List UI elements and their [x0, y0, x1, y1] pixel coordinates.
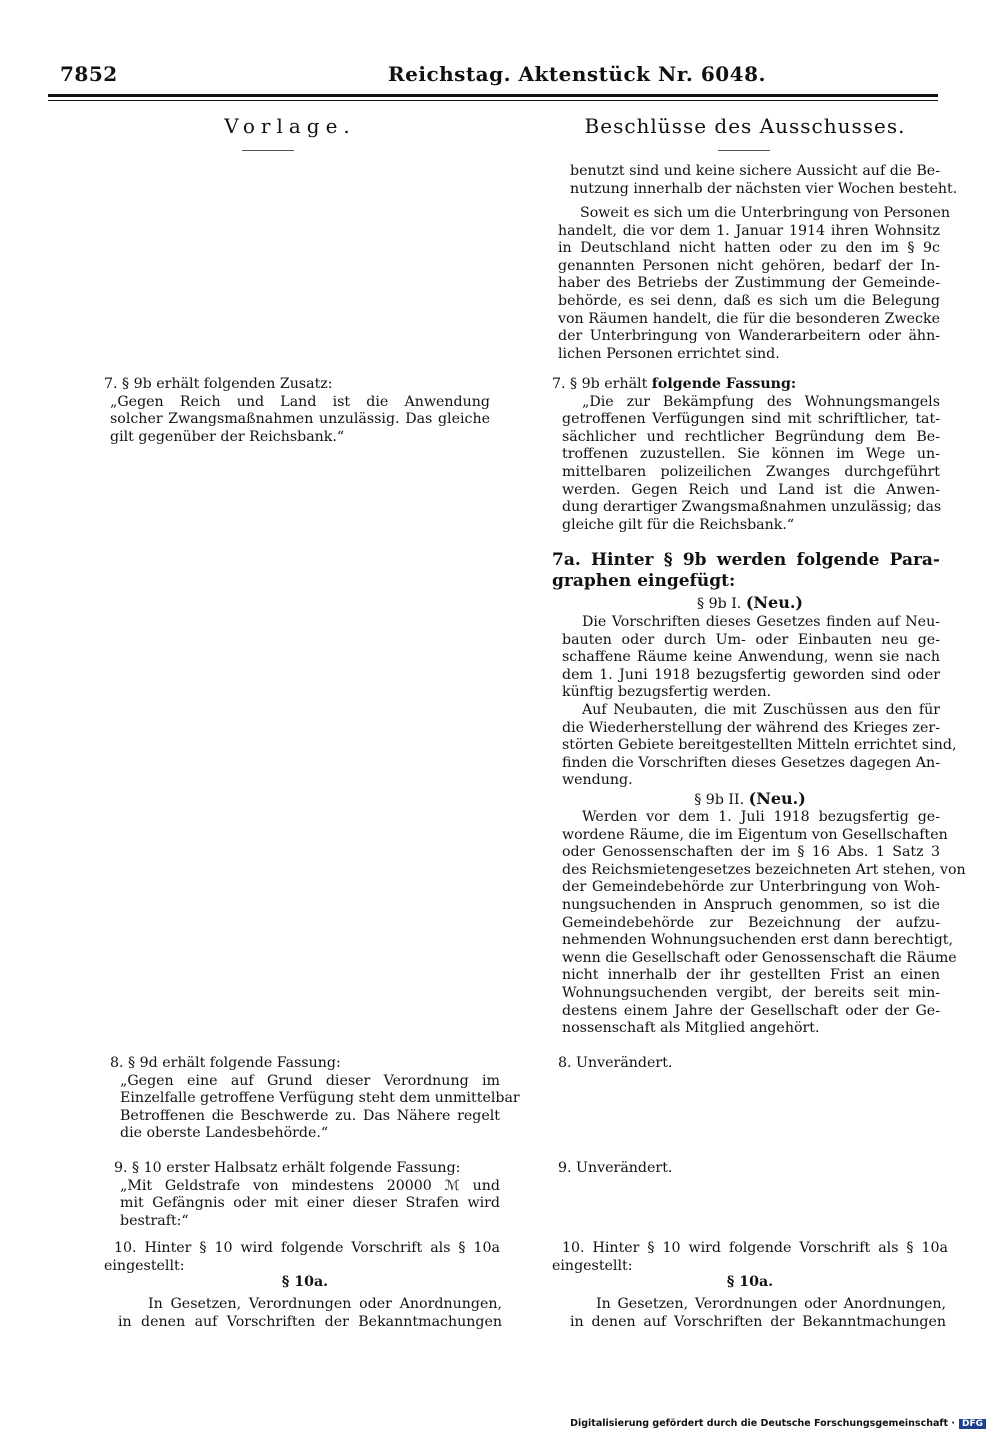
text-line: der Unterbringung von Wanderarbeitern oder ähn- [558, 328, 940, 345]
text-line: nungsuchenden in Anspruch genommen, so ist die [562, 896, 940, 913]
text-line: genannten Personen nicht gehören, bedarf der In- [558, 257, 940, 274]
right-section-10a: § 10a. [726, 1274, 774, 1290]
text-line: störten Gebiete bereitgestellten Mitteln errichtet sind, [562, 737, 957, 754]
text-line: „Die zur Bekämpfung des Wohnungsmangels [582, 393, 940, 410]
item-7-prefix: 7. § 9b erhält [552, 376, 648, 392]
right-title-rule [718, 150, 770, 151]
text-line: eingestellt: [552, 1257, 633, 1274]
text-line: die Wiederherstellung der während des Krieges zer- [562, 719, 940, 736]
text-line: nehmenden Wohnungsuchenden erst dann berechtigt, [562, 932, 954, 949]
text-line: Werden vor dem 1. Juli 1918 bezugsfertig ge- [582, 809, 940, 825]
new-marker: (Neu.) [745, 593, 803, 612]
text-line: künftig bezugsfertig werden. [562, 684, 772, 701]
text-line: Gemeindebehörde zur Bezeichnung der aufzu- [562, 914, 940, 931]
text-line: lichen Personen errichtet sind. [558, 345, 780, 362]
text-line: werden. Gegen Reich und Land ist die Anwen- [562, 481, 940, 498]
left-item-8 [110, 1055, 520, 1143]
right-item-7a [552, 550, 940, 592]
text-line: eingestellt: [104, 1257, 185, 1274]
text-line: in denen auf Vorschriften der Bekanntmachungen [118, 1313, 502, 1330]
right-item-10 [552, 1240, 948, 1275]
text-line: Einzelfalle getroffene Verfügung steht dem unmittelbar [120, 1090, 520, 1107]
text-line: bestraft:“ [120, 1212, 189, 1229]
text-line: troffenen zuzustellen. Sie können im Wege un- [562, 446, 940, 463]
text-line: von Räumen handelt, die für die besonderen Zwecke [558, 310, 940, 327]
text-line: getroffenen Verfügungen sind mit schriftlicher, tat- [562, 411, 940, 428]
text-line: 10. Hinter § 10 wird folgende Vorschrift als § 10a [562, 1240, 948, 1256]
text-line: Soweit es sich um die Unterbringung von Personen [580, 205, 951, 221]
left-section-10a: § 10a. [281, 1274, 329, 1290]
text-line: 8. § 9d erhält folgende Fassung: [110, 1055, 341, 1071]
text-line: Wohnungsuchenden vergibt, der bereits seit min- [562, 984, 940, 1001]
text-line: wordene Räume, die im Eigentum von Gesellschaften [562, 826, 948, 843]
left-title-rule [242, 150, 294, 151]
right-item-7 [552, 376, 940, 534]
section-title: § 9b I. [696, 596, 742, 612]
text-line: „Gegen eine auf Grund dieser Verordnung im [120, 1072, 500, 1089]
text-line: „Mit Geldstrafe von mindestens 20000 ℳ und [120, 1177, 500, 1194]
left-section-10a-text [118, 1296, 502, 1331]
text-line: haber des Betriebs der Zustimmung der Gemeinde- [558, 275, 940, 292]
item-7-heading [552, 376, 940, 394]
text-line: die oberste Landesbehörde.“ [120, 1125, 329, 1142]
text-line: gleiche gilt für die Reichsbank.“ [562, 516, 795, 533]
text-line: 7. § 9b erhält folgenden Zusatz: [104, 376, 333, 392]
text-line: In Gesetzen, Verordnungen oder Anordnungen, [148, 1296, 502, 1312]
running-title: Reichstag. Aktenstück Nr. 6048. [388, 62, 766, 86]
page-number: 7852 [60, 62, 118, 86]
text-line: bauten oder durch Um- oder Einbauten neu ge- [562, 631, 940, 648]
new-marker: (Neu.) [748, 789, 806, 808]
section-9b-ii-text [562, 809, 966, 1038]
text-line: nutzung innerhalb der nächsten vier Wochen besteht. [570, 180, 958, 197]
text-line: „Gegen Reich und Land ist die Anwendung [110, 393, 490, 410]
text-line: mittelbaren polizeilichen Zwanges durchgeführt [562, 463, 940, 480]
text-line: benutzt sind und keine sichere Aussicht auf die Be- [570, 163, 940, 179]
right-item-9: 9. Unverändert. [558, 1160, 673, 1176]
text-line: dem 1. Juni 1918 bezugsfertig geworden sind oder [562, 666, 940, 683]
left-column-title: Vorlage. [224, 114, 356, 138]
text-line: In Gesetzen, Verordnungen oder Anordnungen, [596, 1296, 946, 1312]
text-line: finden die Vorschriften dieses Gesetzes dagegen An- [562, 754, 940, 771]
right-item-8: 8. Unverändert. [558, 1055, 673, 1071]
page-header [48, 58, 938, 97]
left-item-10 [104, 1240, 500, 1275]
text-line: Die Vorschriften dieses Gesetzes finden auf Neu- [582, 614, 940, 630]
section-title: § 9b II. [694, 792, 745, 808]
text-line: dung derartiger Zwangsmaßnahmen unzulässig; das [562, 499, 942, 516]
item-7-bold: folgende Fassung: [651, 376, 797, 392]
text-line: der Gemeindebehörde zur Unterbringung von Woh- [562, 879, 940, 896]
text-line: oder Genossenschaften der im § 16 Abs. 1 Satz 3 [562, 844, 940, 861]
text-line: nossenschaft als Mitglied angehört. [562, 1020, 820, 1037]
text-line: mit Gefängnis oder mit einer dieser Strafen wird [120, 1195, 500, 1212]
text-line: 10. Hinter § 10 wird folgende Vorschrift als § 10a [114, 1240, 500, 1256]
text-line: Betroffenen die Beschwerde zu. Das Nähere regelt [120, 1107, 500, 1124]
text-line: 9. § 10 erster Halbsatz erhält folgende Fassung: [114, 1160, 461, 1176]
section-9b-ii-heading [560, 790, 940, 810]
left-item-7 [104, 376, 490, 446]
text-line: behörde, es sei denn, daß es sich um die Belegung [558, 292, 940, 309]
text-line: Auf Neubauten, die mit Zuschüssen aus den für [582, 701, 940, 718]
text-line: in Deutschland nicht hatten oder zu den im § 9c [558, 240, 940, 257]
text-line: wendung. [562, 772, 633, 789]
right-section-10a-text [570, 1296, 946, 1331]
text-line: des Reichsmietengesetzes bezeichneten Art stehen, von [562, 861, 966, 878]
text-line: schaffene Räume keine Anwendung, wenn sie nach [562, 649, 940, 666]
dfg-logo: DFG [959, 1419, 986, 1429]
text-line: wenn die Gesellschaft oder Genossenschaft die Räume [562, 949, 957, 966]
text-line: gilt gegenüber der Reichsbank.“ [110, 428, 345, 445]
text-line: in denen auf Vorschriften der Bekanntmachungen [570, 1313, 946, 1330]
right-column-title: Beschlüsse des Ausschusses. [584, 114, 906, 138]
section-9b-i-text [562, 614, 957, 790]
digitization-credit [570, 1418, 986, 1429]
text-line: nicht innerhalb der ihr gestellten Frist an einen [562, 967, 940, 984]
right-paragraph-2 [558, 205, 951, 363]
section-9b-i-heading [560, 594, 940, 614]
text-line: sächlicher und rechtlicher Begründung dem Be- [562, 428, 940, 445]
left-item-9 [114, 1160, 500, 1230]
right-paragraph-1 [570, 163, 958, 198]
credit-text: Digitalisierung gefördert durch die Deutsche Forschungsgemeinschaft · [570, 1418, 955, 1429]
text-line: graphen eingefügt: [552, 571, 736, 591]
text-line: destens einem Jahre der Gesellschaft oder der Ge- [562, 1002, 940, 1019]
text-line: handelt, die vor dem 1. Januar 1914 ihren Wohnsitz [558, 222, 940, 239]
text-line: solcher Zwangsmaßnahmen unzulässig. Das gleiche [110, 411, 490, 428]
text-line: 7a. Hinter § 9b werden folgende Para- [552, 550, 940, 570]
